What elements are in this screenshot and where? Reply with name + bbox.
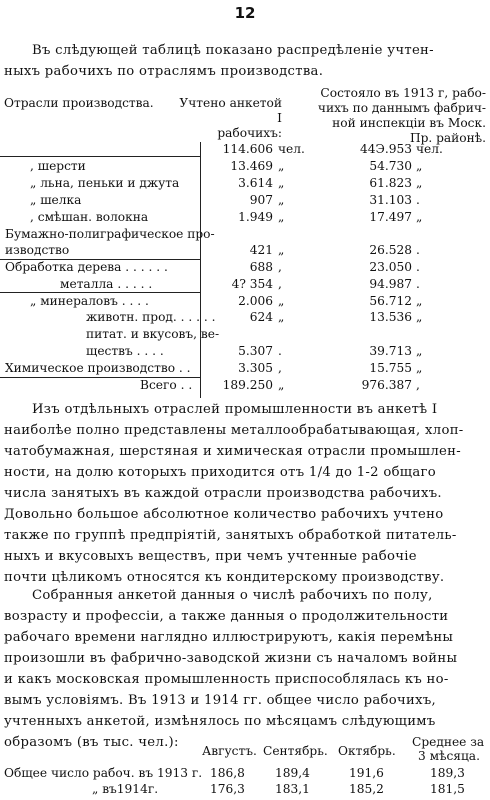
paragraph-line: Изъ отдѣльныхъ отраслей промышленности въ анкетѣ I bbox=[32, 402, 438, 417]
anketa-unit: , bbox=[278, 277, 282, 291]
average-header: 3 мѣсяца. bbox=[418, 749, 480, 763]
page-number: 12 bbox=[234, 4, 256, 22]
paragraph-line: ныхъ и вкусовыхъ веществъ, при чемъ учтенные рабочiе bbox=[4, 549, 417, 564]
paragraph-line: Довольно большое абсолютное количество рабочихъ учтено bbox=[4, 507, 444, 522]
row-label: , шерсти bbox=[30, 159, 86, 173]
anketa-value: 4? 354 bbox=[231, 277, 273, 291]
inspection-unit: , bbox=[416, 378, 420, 392]
monthly-value: 181,5 bbox=[430, 782, 465, 796]
header-inspection-line: ной инспекцiи въ Моск. bbox=[332, 116, 486, 130]
inspection-value: 94.987 bbox=[369, 277, 412, 291]
monthly-row-label: Общее число рабоч. въ 1913 г. bbox=[4, 766, 203, 780]
anketa-unit: „ bbox=[278, 159, 285, 173]
inspection-value: 13.536 bbox=[369, 310, 412, 324]
paragraph-changes bbox=[4, 585, 484, 753]
monthly-value: 186,8 bbox=[210, 766, 245, 780]
monthly-value: 191,6 bbox=[349, 766, 384, 780]
header-inspection bbox=[300, 86, 486, 146]
month-header: Августъ. bbox=[202, 744, 257, 758]
anketa-value: 2.006 bbox=[238, 294, 273, 308]
anketa-total: 189.250 bbox=[222, 378, 273, 392]
intro-line: Въ слѣдующей таблицѣ показано распредѣленiе учтен- bbox=[32, 43, 434, 58]
row-label: Химическое производство . . bbox=[5, 361, 191, 375]
paragraph-line: произошли въ фабрично-заводской жизни съ началомъ войны bbox=[4, 651, 458, 666]
inspection-unit: „ bbox=[416, 310, 423, 324]
month-header: Октябрь. bbox=[338, 744, 396, 758]
anketa-unit: „ bbox=[278, 176, 285, 190]
anketa-value: 624 bbox=[249, 310, 273, 324]
inspection-total: 976.387 bbox=[361, 378, 412, 392]
anketa-unit: „ bbox=[278, 210, 285, 224]
paragraph-line: вымъ условiямъ. Въ 1913 и 1914 гг. общее число рабочихъ, bbox=[4, 693, 437, 708]
inspection-unit: . bbox=[416, 277, 420, 291]
table-rule bbox=[0, 156, 200, 157]
inspection-unit: . bbox=[416, 243, 420, 257]
anketa-unit: . bbox=[278, 344, 282, 358]
header-inspection-line: Пр. районѣ. bbox=[409, 131, 486, 145]
anketa-value: 688 bbox=[249, 260, 273, 274]
paragraph-line: и какъ московская промышленность приспособлялась къ но- bbox=[4, 672, 449, 687]
inspection-value: 17.497 bbox=[369, 210, 412, 224]
row-label: „ шелка bbox=[30, 193, 82, 207]
anketa-unit: „ bbox=[278, 294, 285, 308]
table-header bbox=[4, 86, 486, 144]
anketa-value: 13.469 bbox=[230, 159, 273, 173]
inspection-value: 39.713 bbox=[369, 344, 412, 358]
paragraph-line: также по группѣ предпрiятiй, занятыхъ обработкой питатель- bbox=[4, 528, 457, 543]
inspection-unit: „ bbox=[416, 361, 423, 375]
anketa-unit: , bbox=[278, 260, 282, 274]
header-anketa bbox=[174, 96, 282, 141]
row-label: питат. и вкусовъ, ве- bbox=[86, 327, 220, 341]
anketa-value: 3.305 bbox=[238, 361, 273, 375]
row-label: животн. прод. . . . . . bbox=[86, 310, 216, 324]
row-label: изводство bbox=[5, 243, 70, 257]
inspection-unit: . bbox=[416, 260, 420, 274]
row-label: ществъ . . . . bbox=[86, 344, 164, 358]
inspection-value: 23.050 bbox=[369, 260, 412, 274]
distribution-table bbox=[0, 142, 490, 398]
anketa-unit: , bbox=[278, 361, 282, 375]
row-label: Обработка дерева . . . . . . bbox=[5, 260, 168, 274]
anketa-value: 5.307 bbox=[238, 344, 273, 358]
paragraph-line: учтенныхъ анкетой, измѣнялось по мѣсяцамъ слѣдующимъ bbox=[4, 714, 436, 729]
paragraph-line: рабочаго времени наглядно иллюстрируютъ, какiя перемѣны bbox=[4, 630, 454, 645]
inspection-unit: „ bbox=[416, 176, 423, 190]
table-vertical-rule bbox=[200, 142, 201, 398]
inspection-value: 26.528 bbox=[369, 243, 412, 257]
anketa-unit: „ bbox=[278, 378, 285, 392]
anketa-value: 907 bbox=[249, 193, 273, 207]
row-label: Бумажно-полиграфическое про- bbox=[5, 227, 215, 241]
header-anketa-line: Учтено анкетой I bbox=[179, 96, 282, 125]
row-label: „ льна, пеньки и джута bbox=[30, 176, 180, 190]
anketa-unit: чел. bbox=[278, 142, 305, 156]
inspection-unit: „ bbox=[416, 344, 423, 358]
inspection-value: 15.755 bbox=[369, 361, 412, 375]
paragraph-line: возрасту и профессiи, а также данныя о продолжительности bbox=[4, 609, 449, 624]
monthly-row-label: „ въ1914г. bbox=[92, 782, 159, 796]
inspection-value: 61.823 bbox=[369, 176, 412, 190]
paragraph-line: образомъ (въ тыс. чел.): bbox=[4, 735, 179, 750]
inspection-unit: „ bbox=[416, 159, 423, 173]
paragraph-branches bbox=[4, 399, 484, 588]
intro-paragraph bbox=[4, 40, 484, 82]
anketa-unit: „ bbox=[278, 310, 285, 324]
monthly-value: 189,4 bbox=[275, 766, 310, 780]
monthly-value: 185,2 bbox=[349, 782, 384, 796]
anketa-value: 1.949 bbox=[238, 210, 273, 224]
row-label: , смѣшан. волокна bbox=[30, 210, 149, 224]
paragraph-line: чатобумажная, шерстяная и химическая отрасли промышлен- bbox=[4, 444, 461, 459]
header-inspection-line: чихъ по даннымъ фабрич- bbox=[317, 101, 486, 115]
inspection-unit: . bbox=[416, 193, 420, 207]
inspection-value: 54.730 bbox=[369, 159, 412, 173]
monthly-table bbox=[0, 733, 490, 797]
anketa-unit: „ bbox=[278, 243, 285, 257]
inspection-value: 31.103 bbox=[369, 193, 412, 207]
month-header: Сентябрь. bbox=[263, 744, 328, 758]
paragraph-line: Собранныя анкетой данныя о числѣ рабочихъ по полу, bbox=[32, 588, 433, 603]
inspection-value: 44Э.953 bbox=[360, 142, 412, 156]
anketa-value: 114.606 bbox=[222, 142, 273, 156]
total-label: Всего . . bbox=[140, 378, 193, 392]
anketa-value: 3.614 bbox=[238, 176, 273, 190]
inspection-unit: „ bbox=[416, 294, 423, 308]
inspection-unit: „ bbox=[416, 210, 423, 224]
paragraph-line: числа занятыхъ въ каждой отрасли производства рабочихъ. bbox=[4, 486, 442, 501]
monthly-value: 189,3 bbox=[430, 766, 465, 780]
intro-line: ныхъ рабочихъ по отраслямъ производства. bbox=[4, 64, 324, 79]
paragraph-line: почти цѣликомъ относятся къ кондитерскому производству. bbox=[4, 570, 445, 585]
table-rule bbox=[0, 292, 200, 293]
anketa-unit: „ bbox=[278, 193, 285, 207]
header-branch: Отрасли производства. bbox=[4, 96, 154, 110]
average-header: Среднее за bbox=[412, 735, 485, 749]
header-anketa-line: рабочихъ: bbox=[217, 126, 282, 140]
monthly-value: 176,3 bbox=[210, 782, 245, 796]
paragraph-line: ности, на долю которыхъ приходится отъ 1/4 до 1-2 общаго bbox=[4, 465, 436, 480]
monthly-value: 183,1 bbox=[275, 782, 310, 796]
row-label: металла . . . . . bbox=[60, 277, 153, 291]
header-inspection-line: Состояло въ 1913 г, рабо- bbox=[320, 86, 486, 100]
row-label: „ минераловъ . . . . bbox=[30, 294, 149, 308]
inspection-value: 56.712 bbox=[369, 294, 412, 308]
paragraph-line: наиболѣе полно представлены металлообрабатывающая, хлоп- bbox=[4, 423, 464, 438]
anketa-value: 421 bbox=[249, 243, 273, 257]
inspection-unit: чел. bbox=[416, 142, 443, 156]
